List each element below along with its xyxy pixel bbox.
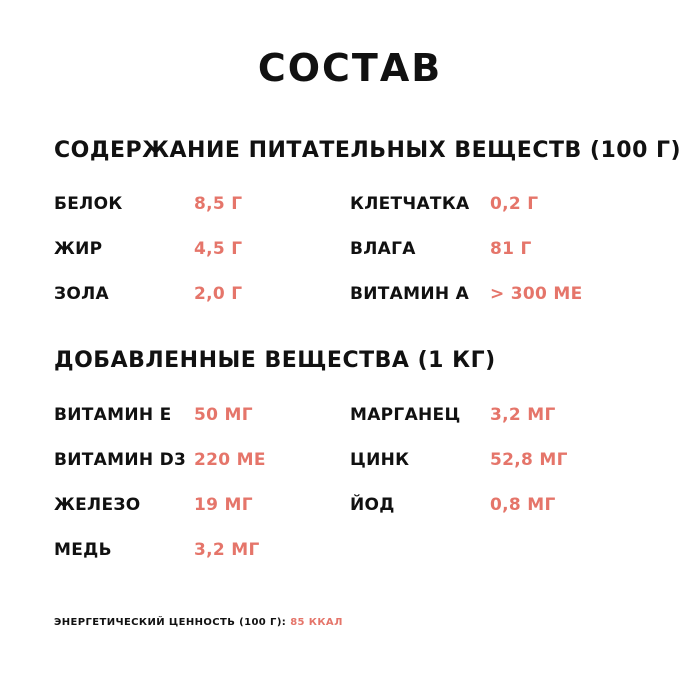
- nutrient-label: БЕЛОК: [54, 194, 123, 214]
- additive-label: ВИТАМИН Е: [54, 405, 172, 425]
- nutrient-label: ЖИР: [54, 239, 103, 259]
- additive-label: МАРГАНЕЦ: [350, 405, 461, 425]
- energy-label: ЭНЕРГЕТИЧЕСКИЙ ЦЕННОСТЬ (100 Г):: [54, 617, 287, 628]
- page-title: СОСТАВ: [257, 46, 443, 90]
- nutrient-label: ВИТАМИН А: [350, 284, 470, 304]
- energy-value-line: [54, 614, 343, 632]
- additive-label: МЕДЬ: [54, 540, 112, 560]
- nutrient-value: 4,5 Г: [194, 239, 243, 259]
- nutrient-value: 81 Г: [490, 239, 532, 259]
- nutrient-label: КЛЕТЧАТКА: [350, 194, 470, 214]
- nutrient-value: > 300 МЕ: [490, 284, 583, 304]
- nutrient-value: 8,5 Г: [194, 194, 243, 214]
- additive-label: ВИТАМИН D3: [54, 450, 187, 470]
- additive-value: 0,8 МГ: [490, 495, 556, 515]
- nutrients-heading: СОДЕРЖАНИЕ ПИТАТЕЛЬНЫХ ВЕЩЕСТВ (100 Г): [54, 138, 682, 163]
- additive-label: ЦИНК: [350, 450, 410, 470]
- additive-value: 52,8 МГ: [490, 450, 568, 470]
- additive-value: 19 МГ: [194, 495, 253, 515]
- additive-label: ЖЕЛЕЗО: [54, 495, 141, 515]
- energy-value: 85 ККАЛ: [290, 617, 343, 628]
- nutrient-label: ВЛАГА: [350, 239, 416, 259]
- additive-value: 220 МЕ: [194, 450, 266, 470]
- nutrient-value: 2,0 Г: [194, 284, 243, 304]
- additive-value: 3,2 МГ: [194, 540, 260, 560]
- additive-value: 3,2 МГ: [490, 405, 556, 425]
- additives-heading: ДОБАВЛЕННЫЕ ВЕЩЕСТВА (1 КГ): [54, 348, 496, 373]
- nutrient-value: 0,2 Г: [490, 194, 539, 214]
- additive-label: ЙОД: [350, 495, 395, 515]
- additive-value: 50 МГ: [194, 405, 253, 425]
- nutrient-label: ЗОЛА: [54, 284, 110, 304]
